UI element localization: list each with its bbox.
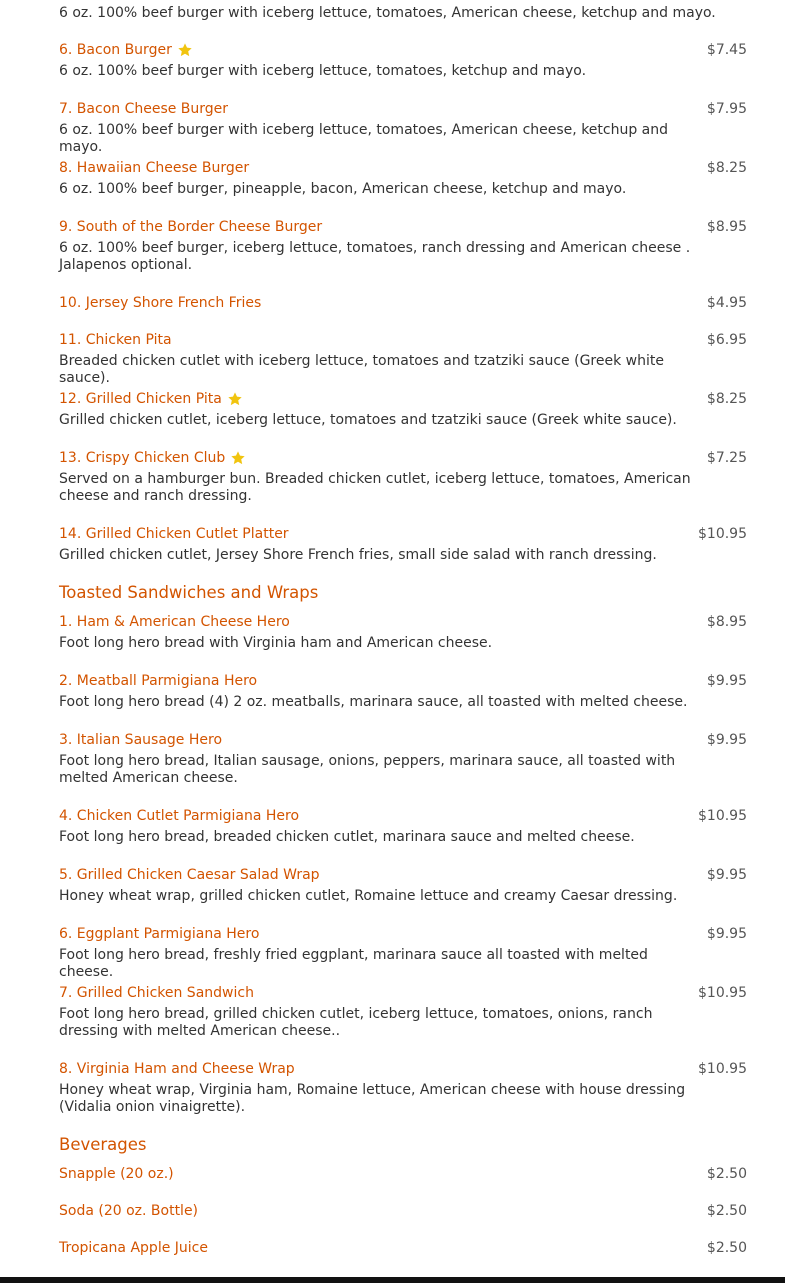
item-description: Served on a hamburger bun. Breaded chicken cutlet, iceberg lettuce, tomatoes, American cheese and ranch dressing. [59,471,691,504]
item-description: Foot long hero bread, Italian sausage, onions, peppers, marinara sauce, all toasted with melted American cheese. [59,753,676,786]
item-name[interactable]: 13. Crispy Chicken Club [59,449,246,467]
item-price: $2.50 [706,1166,747,1182]
menu-item-crispy-chicken-club[interactable] [59,449,747,505]
item-name[interactable]: 10. Jersey Shore French Fries [59,295,262,311]
menu-item-south-border-burger[interactable] [59,218,747,274]
star-icon [227,391,243,407]
item-price: $4.95 [706,295,747,311]
item-name[interactable]: 9. South of the Border Cheese Burger [59,219,323,235]
item-name[interactable]: 7. Grilled Chicken Sandwich [59,985,254,1001]
menu-item-snapple[interactable] [59,1165,747,1183]
item-price: $6.95 [706,332,747,348]
item-description: Foot long hero bread, freshly fried eggplant, marinara sauce all toasted with melted cheese. [59,947,648,980]
item-description: Foot long hero bread, breaded chicken cutlet, marinara sauce and melted cheese. [59,829,635,845]
item-price: $7.95 [706,101,747,117]
item-description: 6 oz. 100% beef burger with iceberg lettuce, tomatoes, American cheese, ketchup and mayo. [59,122,669,155]
menu-item-chicken-pita[interactable] [59,331,747,387]
page-bottom-bar [0,1277,785,1283]
item-price: $9.95 [706,926,747,942]
menu-item-apple-juice[interactable] [59,1239,747,1257]
previous-item-description: 6 oz. 100% beef burger with iceberg lettuce, tomatoes, American cheese, ketchup and mayo. [59,5,716,21]
item-name[interactable]: 12. Grilled Chicken Pita [59,390,243,408]
menu-item-meatball-hero[interactable] [59,672,747,711]
item-description: 6 oz. 100% beef burger, iceberg lettuce, tomatoes, ranch dressing and American cheese . Jalapenos optional. [59,240,691,273]
item-price: $10.95 [698,1061,747,1077]
star-icon [230,450,246,466]
item-name[interactable]: 2. Meatball Parmigiana Hero [59,673,258,689]
item-description: Foot long hero bread with Virginia ham and American cheese. [59,635,493,651]
item-price: $10.95 [698,526,747,542]
menu-item-grilled-chicken-pita[interactable] [59,390,747,429]
item-price: $9.95 [706,673,747,689]
item-price: $8.25 [706,391,747,407]
item-price: $8.95 [706,219,747,235]
section-title-sandwiches: Toasted Sandwiches and Wraps [59,583,319,602]
item-price: $7.25 [706,450,747,466]
item-name[interactable]: 8. Virginia Ham and Cheese Wrap [59,1061,295,1077]
menu-item-soda[interactable] [59,1202,747,1220]
item-name[interactable]: 11. Chicken Pita [59,332,172,348]
menu-item-eggplant-hero[interactable] [59,925,747,981]
item-name[interactable]: Tropicana Apple Juice [59,1240,208,1256]
item-price: $2.50 [706,1203,747,1219]
star-icon [177,42,193,58]
item-name[interactable]: 7. Bacon Cheese Burger [59,101,229,117]
item-price: $10.95 [698,808,747,824]
item-price: $8.95 [706,614,747,630]
menu-item-hawaiian-cheese-burger[interactable] [59,159,747,198]
menu-item-bacon-cheese-burger[interactable] [59,100,747,156]
item-name[interactable]: 1. Ham & American Cheese Hero [59,614,290,630]
item-name[interactable]: 3. Italian Sausage Hero [59,732,223,748]
menu-item-ham-cheese-wrap[interactable] [59,1060,747,1116]
item-description: Foot long hero bread (4) 2 oz. meatballs, marinara sauce, all toasted with melted cheese. [59,694,688,710]
item-price: $10.95 [698,985,747,1001]
menu-item-italian-sausage-hero[interactable] [59,731,747,787]
item-description: 6 oz. 100% beef burger with iceberg lettuce, tomatoes, ketchup and mayo. [59,63,587,79]
section-title-beverages: Beverages [59,1135,147,1154]
item-description: Honey wheat wrap, grilled chicken cutlet, Romaine lettuce and creamy Caesar dressing. [59,888,678,904]
menu-item-chicken-parm-hero[interactable] [59,807,747,846]
item-name[interactable]: 14. Grilled Chicken Cutlet Platter [59,526,289,542]
item-price: $9.95 [706,867,747,883]
menu-item-grilled-chicken-platter[interactable] [59,525,747,564]
item-name[interactable]: Soda (20 oz. Bottle) [59,1203,199,1219]
item-description: Grilled chicken cutlet, Jersey Shore French fries, small side salad with ranch dressing. [59,547,657,563]
menu-item-caesar-wrap[interactable] [59,866,747,905]
menu-item-ham-cheese-hero[interactable] [59,613,747,652]
menu-item-bacon-burger[interactable] [59,41,747,80]
item-description: 6 oz. 100% beef burger, pineapple, bacon, American cheese, ketchup and mayo. [59,181,627,197]
item-name[interactable]: 6. Bacon Burger [59,41,193,59]
item-name[interactable]: 8. Hawaiian Cheese Burger [59,160,250,176]
item-description: Grilled chicken cutlet, iceberg lettuce, tomatoes and tzatziki sauce (Greek white sauce). [59,412,677,428]
item-description: Foot long hero bread, grilled chicken cutlet, iceberg lettuce, tomatoes, onions, ranch dressing with melted American cheese.. [59,1006,653,1039]
item-price: $9.95 [706,732,747,748]
item-name[interactable]: 4. Chicken Cutlet Parmigiana Hero [59,808,300,824]
menu-item-grilled-chicken-sandwich[interactable] [59,984,747,1040]
item-name[interactable]: 6. Eggplant Parmigiana Hero [59,926,260,942]
item-price: $7.45 [706,42,747,58]
item-name[interactable]: 5. Grilled Chicken Caesar Salad Wrap [59,867,320,883]
item-price: $8.25 [706,160,747,176]
item-description: Honey wheat wrap, Virginia ham, Romaine lettuce, American cheese with house dressing (Vidalia onion vinaigrette). [59,1082,686,1115]
item-name[interactable]: Snapple (20 oz.) [59,1166,174,1182]
item-description: Breaded chicken cutlet with iceberg lettuce, tomatoes and tzatziki sauce (Greek white sauce). [59,353,664,386]
menu-item-french-fries[interactable] [59,294,747,312]
item-price: $2.50 [706,1240,747,1256]
